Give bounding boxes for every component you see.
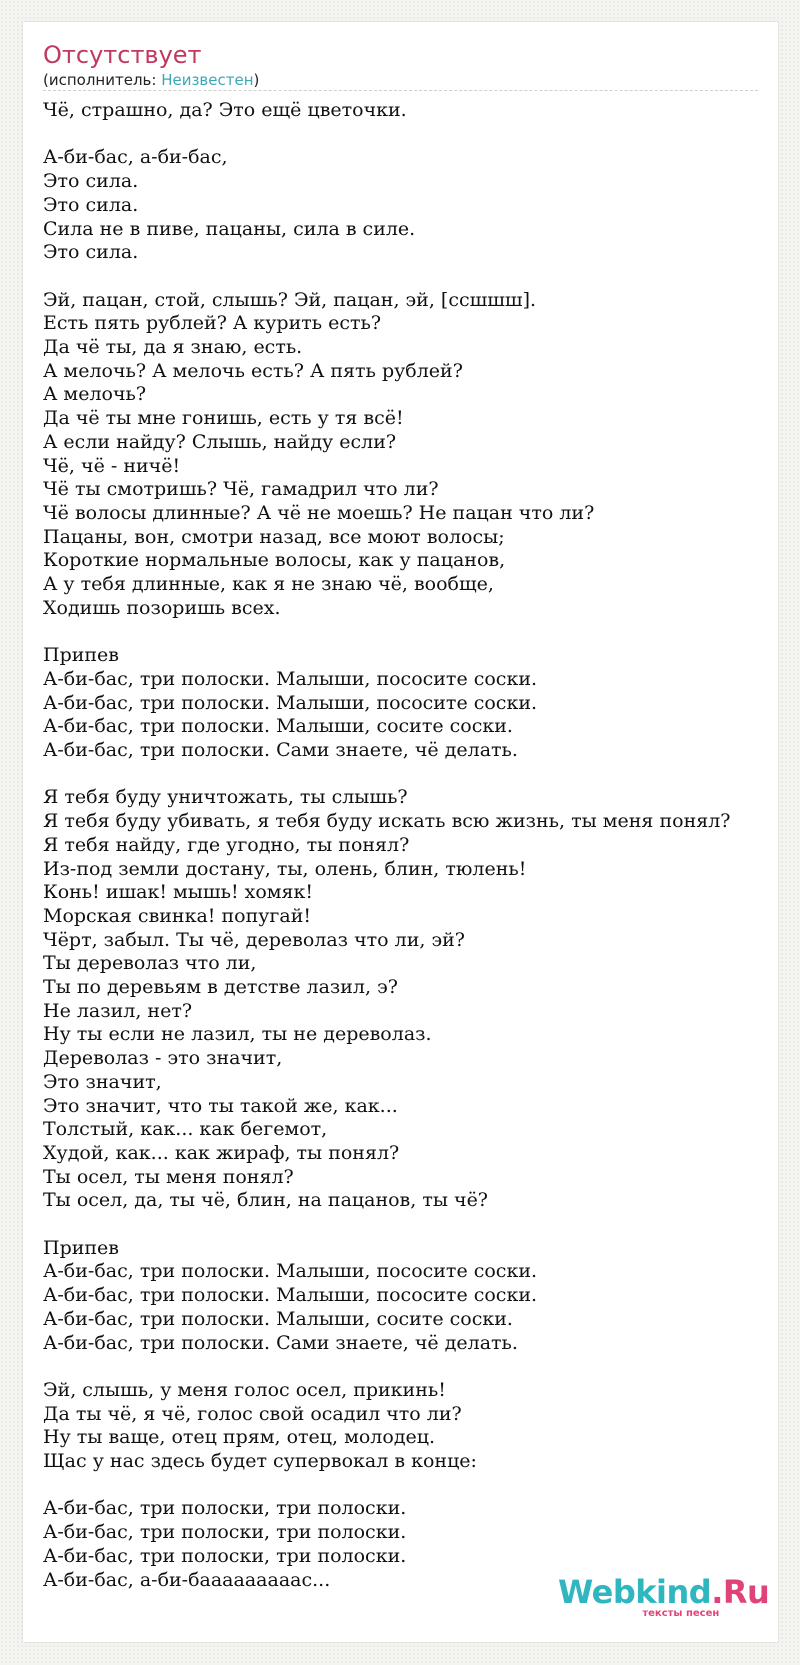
artist-prefix: (исполнитель: — [43, 71, 162, 89]
lyrics-card — [23, 22, 778, 1642]
logo-wordmark — [558, 1575, 769, 1609]
site-logo[interactable] — [558, 1575, 769, 1619]
artist-link[interactable]: Неизвестен — [161, 71, 254, 89]
artist-line — [43, 70, 259, 90]
lyrics-text: Чё, страшно, да? Это ещё цветочки. А-би-бас, а-би-бас, Это сила. Это сила. Сила не в пиве, пацаны, сила в силе. Это сила. Эй, пацан, стой, слышь? Эй, пацан, эй, [ссшшш]. Есть пять рублей? А курить есть? Да чё ты, да я знаю, есть. А мелочь? А мелочь есть? А пять рублей? А мелочь? Да чё ты мне гонишь, есть у тя всё! А если найду? Слышь, найду если? Чё, чё - ничё! Чё ты смотришь? Чё, гамадрил что ли? Чё волосы длинные? А чё не моешь? Не пацан что ли? Пацаны, вон, смотри назад, все моют волосы; Короткие нормальные волосы, как у пацанов, А у тебя длинные, как я не знаю чё, вообще, Ходишь позоришь всех. Припев А-би-бас, три полоски. Малыши, пососите соски. А-би-бас, три полоски. Малыши, пососите соски. А-би-бас, три полоски. Малыши, сосите соски. А-би-бас, три полоски. Сами знаете, чё делать. Я тебя буду уничтожать, ты слышь? Я тебя буду убивать, я тебя буду искать всю жизнь, ты меня понял? Я тебя найду, где угодно, ты понял? Из-под земли достану, ты, олень, блин, тюлень! Конь! ишак! мышь! хомяк! Морская свинка! попугай! Чёрт, забыл. Ты чё, дереволаз что ли, эй? Ты дереволаз что ли, Ты по деревьям в детстве лазил, э? Не лазил, нет? Ну ты если не лазил, ты не дереволаз. Дереволаз - это значит, Это значит, Это значит, что ты такой же, как... Толстый, как... как бегемот, Худой, как... как жираф, ты понял? Ты осел, ты меня понял? Ты осел, да, ты чё, блин, на пацанов, ты чё? Припев А-би-бас, три полоски. Малыши, пососите соски. А-би-бас, три полоски. Малыши, пососите соски. А-би-бас, три полоски. Малыши, сосите соски. А-би-бас, три полоски. Сами знаете, чё делать. Эй, слышь, у меня голос осел, прикинь! Да ты чё, я чё, голос свой осадил что ли? Ну ты ваще, отец прям, отец, молодец. Щас у нас здесь будет супервокал в конце: А-би-бас, три полоски, три полоски. А-би-бас, три полоски, три полоски. А-би-бас, три полоски, три полоски. А-би-бас, а-би-бааааааааас... — [43, 99, 731, 1591]
logo-name: Webkind — [558, 1573, 712, 1611]
artist-suffix: ) — [253, 71, 260, 89]
logo-tld: .Ru — [711, 1573, 770, 1611]
divider — [43, 90, 758, 91]
logo-tagline: тексты песен — [642, 1608, 720, 1619]
song-title: Отсутствует — [43, 41, 202, 69]
